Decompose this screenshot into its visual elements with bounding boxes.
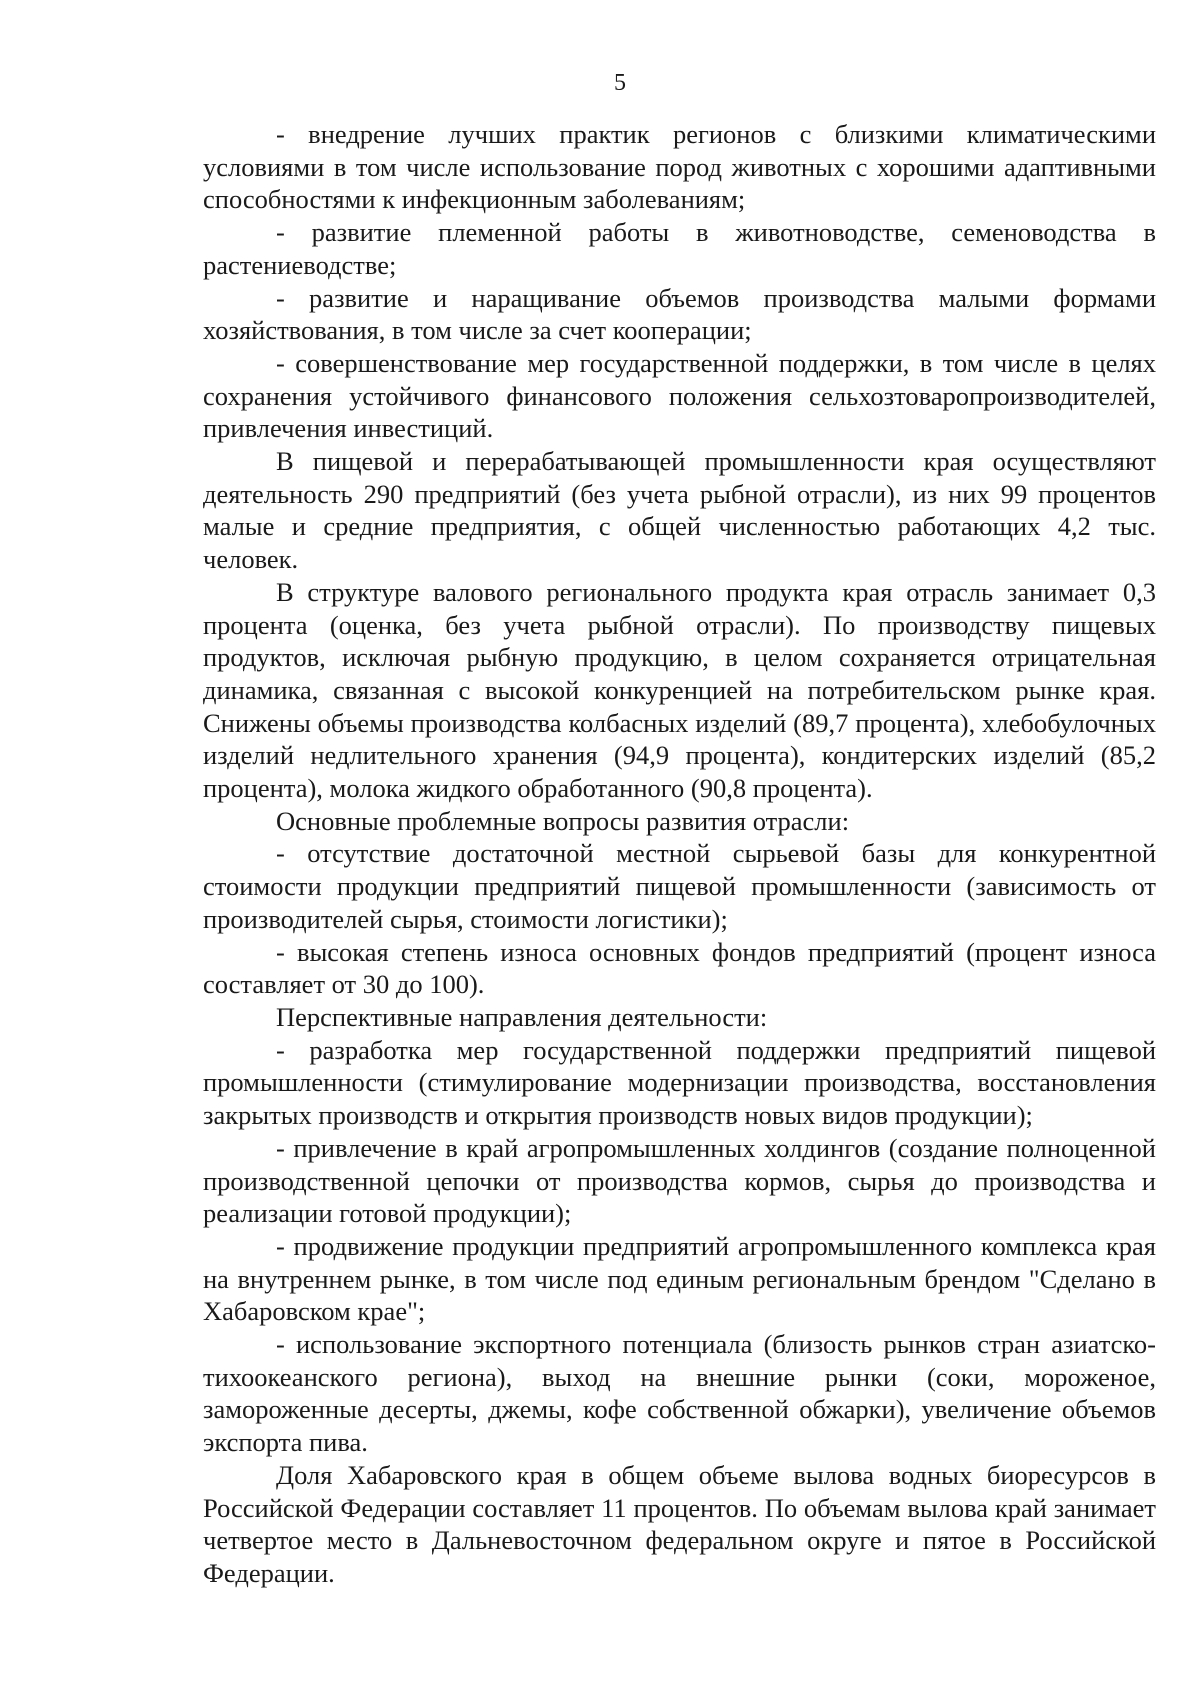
paragraph: В пищевой и перерабатывающей промышленности края осуществляют деятельность 290 предприятий (без учета рыбной отрасли), из них 99 процентов малые и средние предприятия, с общей численностью работающих 4,2 тыс. человек.	[203, 446, 1156, 575]
paragraph: Перспективные направления деятельности:	[276, 1001, 768, 1032]
paragraph: - использование экспортного потенциала (близость рынков стран азиатско-тихоокеанского региона), выход на внешние рынки (соки, мороженое, замороженные десерты, джемы, кофе собственной обжарки), увеличение объемов экспорта пива.	[203, 1329, 1156, 1458]
page-number: 5	[614, 70, 626, 96]
paragraph: В структуре валового регионального продукта края отрасль занимает 0,3 процента (оценка, без учета рыбной отрасли). По производству пищевых продуктов, исключая рыбную продукцию, в целом сохраняется отрицательная динамика, связанная с высокой конкуренцией на потребительском рынке края. Снижены объемы производства колбасных изделий (89,7 процента), хлебобулочных изделий недлительного хранения (94,9 процента), кондитерских изделий (85,2 процента), молока жидкого обработанного (90,8 процента).	[203, 576, 1156, 804]
paragraph: - продвижение продукции предприятий агропромышленного комплекса края на внутреннем рынке, в том числе под единым региональным брендом "Сделано в Хабаровском крае";	[203, 1230, 1156, 1327]
document-body	[203, 118, 1156, 1590]
paragraph: - привлечение в край агропромышленных холдингов (создание полноценной производственной цепочки от производства кормов, сырья до производства и реализации готовой продукции);	[203, 1132, 1156, 1229]
paragraph: - совершенствование мер государственной поддержки, в том числе в целях сохранения устойчивого финансового положения сельхозтоваропроизводителей, привлечения инвестиций.	[203, 347, 1156, 444]
paragraph: Основные проблемные вопросы развития отрасли:	[276, 805, 850, 836]
paragraph: - высокая степень износа основных фондов предприятий (процент износа составляет от 30 до 100).	[203, 936, 1156, 1000]
paragraph: - разработка мер государственной поддержки предприятий пищевой промышленности (стимулирование модернизации производства, восстановления закрытых производств и открытия производств новых видов продукции);	[203, 1034, 1156, 1131]
paragraph: Доля Хабаровского края в общем объеме вылова водных биоресурсов в Российской Федерации составляет 11 процентов. По объемам вылова край занимает четвертое место в Дальневосточном федеральном округе и пятое в Российской Федерации.	[203, 1459, 1156, 1588]
paragraph: - отсутствие достаточной местной сырьевой базы для конкурентной стоимости продукции предприятий пищевой промышленности (зависимость от производителей сырья, стоимости логистики);	[203, 838, 1156, 934]
paragraph: - внедрение лучших практик регионов с близкими климатическими условиями в том числе использование пород животных с хорошими адаптивными способностями к инфекционным заболеваниям;	[203, 119, 1156, 215]
paragraph: - развитие и наращивание объемов производства малыми формами хозяйствования, в том числе за счет кооперации;	[203, 282, 1156, 346]
paragraph: - развитие племенной работы в животноводстве, семеноводства в растениеводстве;	[203, 217, 1156, 280]
